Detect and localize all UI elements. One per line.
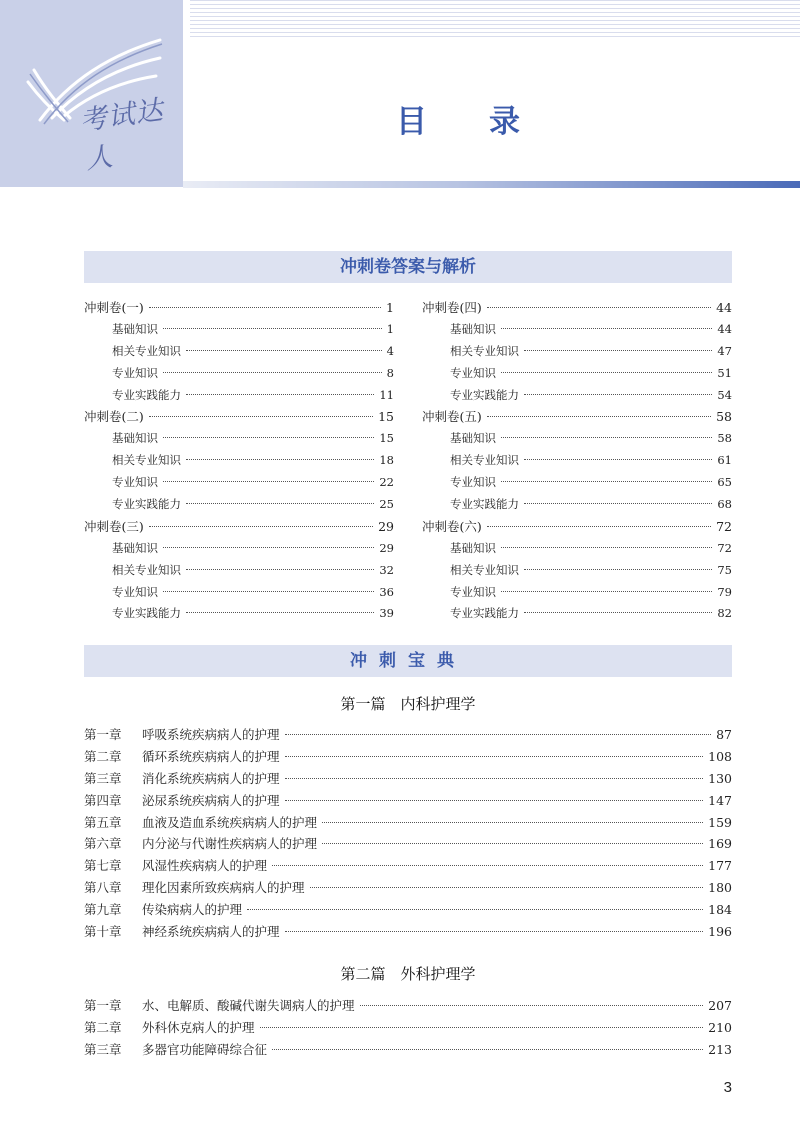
dot-leader: [487, 416, 711, 417]
chapter-number: 第九章: [84, 902, 122, 918]
toc-entry-label: 基础知识: [112, 321, 158, 336]
toc-entry[interactable]: [84, 877, 732, 899]
toc-entry-label: 基础知识: [112, 431, 158, 446]
toc-entry-label: 相关专业知识: [450, 453, 519, 468]
logo-text: 考试达人: [78, 94, 166, 176]
toc-entry-label: 泌尿系统疾病病人的护理: [142, 792, 280, 808]
toc-entry-page: 39: [379, 606, 394, 621]
toc-entry[interactable]: [422, 341, 732, 363]
toc-entry[interactable]: [84, 812, 732, 834]
toc-entry[interactable]: [84, 899, 732, 921]
chapter-number: 第十章: [84, 924, 122, 940]
toc-entry-label: 基础知识: [450, 431, 496, 446]
dot-leader: [285, 734, 712, 735]
dot-leader: [501, 591, 712, 592]
dot-leader: [524, 459, 712, 460]
chapter-number: 第七章: [84, 858, 122, 874]
dot-leader: [487, 526, 711, 527]
dot-leader: [163, 481, 374, 482]
toc-entry-label: 血液及造血系统疾病病人的护理: [142, 814, 318, 830]
chapter-list-1: [84, 724, 732, 943]
toc-entry-label: 呼吸系统疾病病人的护理: [142, 727, 280, 742]
toc-entry-page: 47: [717, 343, 732, 358]
dot-leader: [163, 591, 374, 592]
toc-entry-label: 专业知识: [112, 475, 158, 490]
toc-entry-page: 130: [708, 770, 732, 786]
toc-entry-label: 相关专业知识: [112, 453, 181, 468]
part-heading-1: 第一篇 内科护理学: [340, 695, 476, 713]
toc-entry-page: 25: [379, 497, 394, 512]
chapter-number: 第六章: [84, 836, 122, 852]
toc-entry-page: 4: [386, 343, 394, 358]
toc-entry-page: 32: [379, 562, 394, 577]
toc-entry-label: 风湿性疾病病人的护理: [142, 858, 268, 874]
dot-leader: [310, 887, 704, 888]
toc-entry-label: 相关专业知识: [112, 343, 181, 358]
toc-entry-label: 基础知识: [450, 540, 496, 555]
toc-entry[interactable]: [422, 516, 732, 538]
toc-entry-label: 专业实践能力: [450, 497, 519, 512]
toc-right-column: [422, 297, 732, 625]
toc-entry-page: 58: [716, 409, 732, 425]
toc-entry-page: 61: [717, 453, 732, 468]
dot-leader: [149, 307, 381, 308]
toc-entry[interactable]: [84, 472, 394, 494]
toc-entry-label: 冲刺卷(二): [84, 409, 144, 425]
toc-entry-label: 内分泌与代谢性疾病病人的护理: [142, 836, 318, 852]
dot-leader: [149, 526, 373, 527]
toc-entry[interactable]: [84, 603, 394, 625]
toc-entry[interactable]: [84, 1017, 732, 1039]
chapter-number: 第五章: [84, 814, 122, 830]
toc-entry[interactable]: [422, 406, 732, 428]
dot-leader: [501, 437, 712, 438]
dot-leader: [524, 350, 712, 351]
toc-entry[interactable]: [84, 560, 394, 582]
dot-leader: [163, 437, 374, 438]
toc-entry-page: 196: [708, 924, 732, 940]
dot-leader: [186, 394, 374, 395]
toc-entry-label: 相关专业知识: [112, 562, 181, 577]
page-number: 3: [723, 1079, 732, 1096]
header-stripes: [190, 0, 800, 40]
toc-entry-label: 专业知识: [450, 584, 496, 599]
chapter-number: 第四章: [84, 792, 122, 808]
toc-entry-label: 多器官功能障碍综合征: [142, 1041, 268, 1057]
dot-leader: [501, 372, 712, 373]
toc-entry[interactable]: [422, 560, 732, 582]
toc-entry[interactable]: [84, 582, 394, 604]
chapter-number: 第三章: [84, 770, 122, 786]
toc-entry-label: 传染病病人的护理: [142, 902, 243, 918]
toc-entry-page: 82: [717, 606, 732, 621]
dot-leader: [285, 800, 704, 801]
toc-entry-label: 循环系统疾病病人的护理: [142, 748, 280, 764]
toc-entry-page: 11: [379, 387, 394, 402]
toc-entry[interactable]: [84, 995, 732, 1017]
dot-leader: [163, 547, 374, 548]
dot-leader: [501, 481, 712, 482]
toc-entry[interactable]: [84, 855, 732, 877]
dot-leader: [322, 843, 703, 844]
toc-entry-page: 87: [716, 727, 732, 742]
dot-leader: [186, 459, 374, 460]
toc-entry[interactable]: [84, 341, 394, 363]
toc-entry-page: 210: [708, 1019, 732, 1035]
toc-entry-page: 147: [708, 792, 732, 808]
page-title: 目录: [396, 104, 582, 140]
toc-entry-page: 51: [717, 365, 732, 380]
dot-leader: [487, 307, 711, 308]
dot-leader: [285, 931, 704, 932]
toc-entry-page: 169: [708, 836, 732, 852]
toc-entry[interactable]: [84, 297, 394, 319]
brand-logo-block: [0, 0, 183, 187]
header-divider: [183, 181, 800, 188]
section-banner-handbook: 冲刺宝典: [84, 645, 732, 677]
toc-entry-page: 180: [708, 880, 732, 896]
toc-entry-page: 44: [717, 321, 732, 336]
toc-entry[interactable]: [422, 494, 732, 516]
chapter-number: 第八章: [84, 880, 122, 896]
toc-entry-label: 水、电解质、酸碱代谢失调病人的护理: [142, 998, 355, 1013]
toc-entry-page: 79: [717, 584, 732, 599]
toc-entry-page: 15: [379, 431, 394, 446]
toc-entry-label: 冲刺卷(六): [422, 518, 482, 534]
toc-entry[interactable]: [84, 724, 732, 746]
toc-entry[interactable]: [422, 385, 732, 407]
dot-leader: [272, 1049, 703, 1050]
toc-entry-page: 36: [379, 584, 394, 599]
toc-entry[interactable]: [422, 297, 732, 319]
toc-entry-page: 54: [717, 387, 732, 402]
dot-leader: [524, 503, 712, 504]
toc-entry[interactable]: [84, 385, 394, 407]
toc-entry[interactable]: [84, 406, 394, 428]
toc-entry-page: 159: [708, 814, 732, 830]
toc-entry-page: 213: [708, 1041, 732, 1057]
toc-entry-page: 1: [386, 321, 394, 336]
dot-leader: [186, 569, 374, 570]
toc-entry[interactable]: [422, 538, 732, 560]
dot-leader: [163, 328, 382, 329]
toc-entry-label: 专业实践能力: [450, 606, 519, 621]
toc-entry-label: 专业实践能力: [112, 606, 181, 621]
toc-entry[interactable]: [422, 428, 732, 450]
toc-entry[interactable]: [422, 603, 732, 625]
dot-leader: [186, 503, 374, 504]
toc-left-column: [84, 297, 394, 625]
toc-entry-label: 专业知识: [450, 475, 496, 490]
toc-entry-page: 72: [716, 518, 732, 534]
toc-entry-label: 冲刺卷(一): [84, 300, 144, 315]
dot-leader: [247, 909, 703, 910]
toc-entry-page: 1: [386, 300, 394, 315]
chapter-list-2: [84, 995, 732, 1061]
dot-leader: [501, 547, 712, 548]
toc-entry[interactable]: [84, 428, 394, 450]
toc-entry[interactable]: [84, 746, 732, 768]
toc-entry-page: 75: [717, 562, 732, 577]
toc-entry-label: 神经系统疾病病人的护理: [142, 924, 280, 940]
toc-entry-page: 177: [708, 858, 732, 874]
toc-entry-page: 65: [717, 475, 732, 490]
dot-leader: [524, 612, 712, 613]
toc-entry-page: 8: [386, 365, 394, 380]
toc-entry-label: 冲刺卷(三): [84, 518, 144, 534]
toc-entry-label: 专业实践能力: [450, 387, 519, 402]
toc-entry-label: 冲刺卷(五): [422, 409, 482, 425]
dot-leader: [322, 822, 703, 823]
dot-leader: [163, 372, 382, 373]
toc-entry-page: 18: [379, 453, 394, 468]
dot-leader: [186, 612, 374, 613]
toc-entry[interactable]: [422, 363, 732, 385]
chapter-number: 第二章: [84, 748, 122, 764]
dot-leader: [260, 1027, 704, 1028]
toc-entry[interactable]: [84, 790, 732, 812]
toc-entry-label: 专业实践能力: [112, 497, 181, 512]
toc-entry-label: 基础知识: [112, 540, 158, 555]
toc-entry-label: 消化系统疾病病人的护理: [142, 770, 280, 786]
toc-entry[interactable]: [84, 1039, 732, 1061]
chapter-number: 第三章: [84, 1041, 122, 1057]
dot-leader: [285, 756, 704, 757]
toc-entry[interactable]: [84, 833, 732, 855]
dot-leader: [285, 778, 704, 779]
toc-entry[interactable]: [84, 494, 394, 516]
dot-leader: [524, 569, 712, 570]
toc-entry-label: 专业知识: [112, 584, 158, 599]
chapter-number: 第一章: [84, 998, 122, 1013]
toc-entry-label: 专业实践能力: [112, 387, 181, 402]
toc-entry[interactable]: [84, 538, 394, 560]
toc-entry-page: 207: [708, 998, 732, 1013]
dot-leader: [186, 350, 382, 351]
toc-entry[interactable]: [422, 582, 732, 604]
toc-entry-label: 基础知识: [450, 321, 496, 336]
toc-entry[interactable]: [84, 319, 394, 341]
toc-entry-page: 68: [717, 497, 732, 512]
part-heading-2: 第二篇 外科护理学: [340, 965, 476, 983]
toc-entry-page: 184: [708, 902, 732, 918]
toc-entry-page: 15: [378, 409, 394, 425]
toc-entry[interactable]: [422, 319, 732, 341]
dot-leader: [524, 394, 712, 395]
dot-leader: [501, 328, 712, 329]
toc-entry-label: 冲刺卷(四): [422, 300, 482, 315]
toc-entry-page: 58: [717, 431, 732, 446]
toc-entry-page: 44: [716, 300, 732, 315]
toc-entry[interactable]: [84, 768, 732, 790]
chapter-number: 第一章: [84, 727, 122, 742]
toc-entry-page: 29: [379, 540, 394, 555]
toc-entry-page: 108: [708, 748, 732, 764]
toc-entry-page: 72: [717, 540, 732, 555]
toc-entry-label: 相关专业知识: [450, 562, 519, 577]
toc-entry-label: 理化因素所致疾病病人的护理: [142, 880, 305, 896]
chapter-number: 第二章: [84, 1019, 122, 1035]
toc-entry[interactable]: [422, 472, 732, 494]
toc-entry[interactable]: [84, 921, 732, 943]
toc-entry-label: 外科休克病人的护理: [142, 1019, 255, 1035]
section-banner-answers: 冲刺卷答案与解析: [84, 251, 732, 283]
toc-entry[interactable]: [84, 363, 394, 385]
toc-entry-label: 专业知识: [112, 365, 158, 380]
dot-leader: [149, 416, 373, 417]
dot-leader: [272, 865, 703, 866]
toc-entry-label: 专业知识: [450, 365, 496, 380]
dot-leader: [360, 1005, 704, 1006]
toc-entry[interactable]: [84, 516, 394, 538]
toc-entry-page: 22: [379, 475, 394, 490]
toc-entry-label: 相关专业知识: [450, 343, 519, 358]
toc-entry[interactable]: [422, 450, 732, 472]
toc-entry[interactable]: [84, 450, 394, 472]
toc-entry-page: 29: [378, 518, 394, 534]
